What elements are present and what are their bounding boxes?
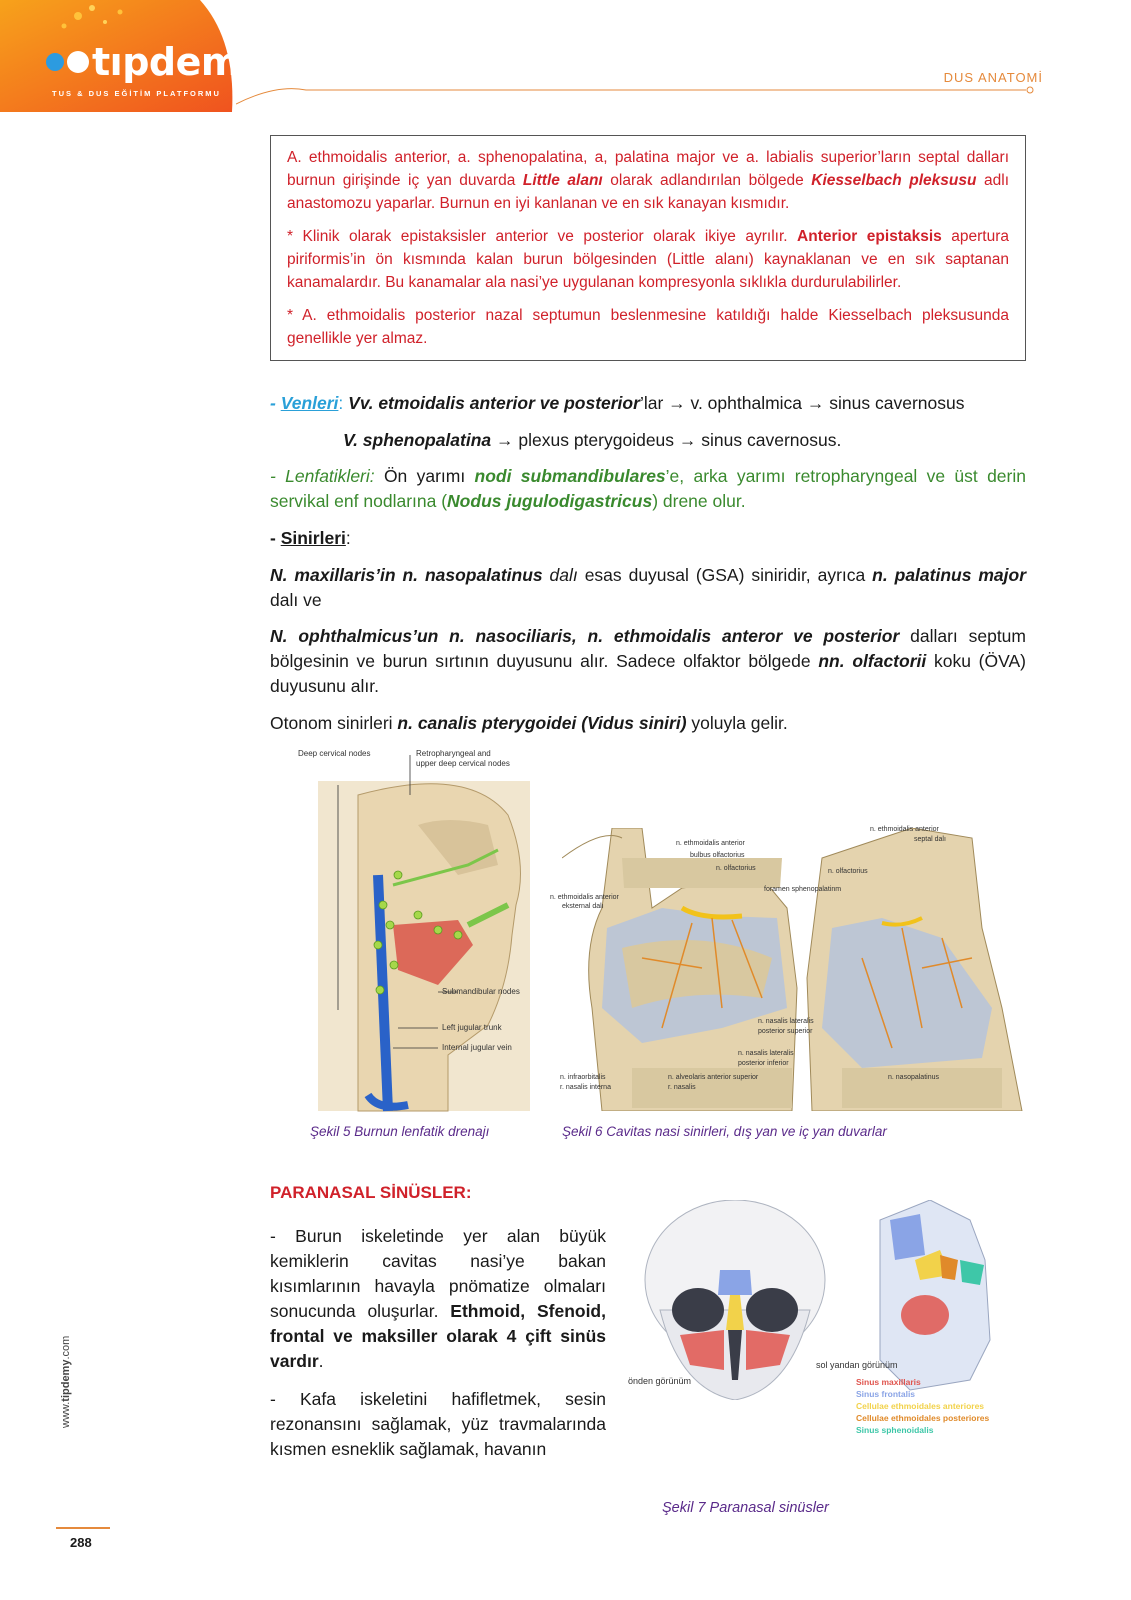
fig6-label: n. olfactorius xyxy=(716,865,756,872)
figure-7-caption: Şekil 7 Paranasal sinüsler xyxy=(662,1500,829,1516)
section-label: DUS ANATOMİ xyxy=(943,70,1043,85)
page-number-rule xyxy=(56,1527,110,1529)
brand-logo-text: tıpdemy xyxy=(92,40,265,84)
fig6-label: posterior superior xyxy=(758,1028,813,1035)
note-paragraph: * Klinik olarak epistaksisler anterior ve posterior olarak ikiye ayrılır. Anterior epistaksis apertura piriformis’in ön kısmında kalan burun bölgesinden (Little alanı) kaynaklanan ve en sık saptanan kanamalardır. Bu kanamalar ala nasi’ye uygulanan kompresyonla sıklıkla durdurulabilirler. xyxy=(287,228,1009,291)
fig6-label: n. nasalis lateralis xyxy=(758,1018,814,1025)
fig6-label: n. nasalis lateralis xyxy=(738,1050,794,1057)
figure-7-illustration xyxy=(640,1200,1032,1400)
figure-6-nasal-nerves xyxy=(550,826,1024,1111)
fig6-label: posterior inferior xyxy=(738,1060,789,1067)
paranasal-paragraph-1: - Burun iskeletinde yer alan büyük kemiklerin cavitas nasi’ye bakan kısımlarının havayla pnömatize olmaları sonucunda oluşurlar. Ethmoid, Sfenoid, frontal ve maksiller olarak 4 çift sinüs vardır. xyxy=(270,1226,606,1371)
fig5-label: Internal jugular vein xyxy=(442,1043,512,1052)
fig5-label: Deep cervical nodes xyxy=(298,749,371,758)
fig6-label: n. alveolaris anterior superior xyxy=(668,1074,759,1081)
lymphatics-paragraph: - Lenfatikleri: Ön yarımı nodi submandibulares’e, arka yarımı retropharyngeal ve üst derin servikal enf nodlarına (Nodus jugulodigastricus) drene olur. xyxy=(270,466,1026,511)
figure-6-caption: Şekil 6 Cavitas nasi sinirleri, dış yan ve iç yan duvarlar xyxy=(562,1124,887,1139)
fig6-label: n. ethmoidalis anterior xyxy=(676,840,745,847)
fig6-label: foramen sphenopalatinm xyxy=(764,886,842,893)
figure-5-lymph-drainage xyxy=(298,749,538,1115)
veins-label: Venleri xyxy=(280,393,339,413)
figure-5-caption: Şekil 5 Burnun lenfatik drenajı xyxy=(310,1124,490,1139)
header-rule xyxy=(236,76,1048,106)
fig5-label: Left jugular trunk xyxy=(442,1023,502,1032)
fig6-label: eksternal dalı xyxy=(562,903,604,910)
sphenopalatine-vein-line: V. sphenopalatina → plexus pterygoideus → sinus cavernosus. xyxy=(343,430,842,450)
note-paragraph: * A. ethmoidalis posterior nazal septumun beslenmesine katıldığı halde Kiesselbach pleksusunda genellikle yer almaz. xyxy=(287,307,1009,347)
fig7-front-label: önden görünüm xyxy=(628,1376,692,1386)
clinical-note-box xyxy=(270,135,1026,361)
nerves-heading: - Sinirleri: xyxy=(270,528,351,548)
legend-item: Sinus maxillaris xyxy=(856,1377,921,1387)
figure-6-illustration xyxy=(562,828,1024,1111)
note-paragraph: A. ethmoidalis anterior, a. sphenopalatina, a, palatina major ve a. labialis superior’ların septal dalları burnun girişinde iç yan duvarda Little alanı olarak adlandırılan bölgede Kiesselbach pleksusu adlı anastomozu yaparlar. Burnun en iyi kanlanan ve en sık kanayan kısmıdır. xyxy=(287,149,1010,212)
fig6-label: r. nasalis xyxy=(668,1084,696,1091)
fig5-label: Retropharyngeal and xyxy=(416,749,491,758)
fig6-label: r. nasalis interna xyxy=(560,1084,611,1091)
fig5-label: upper deep cervical nodes xyxy=(416,759,510,768)
fig6-label: bulbus olfactorius xyxy=(690,852,745,859)
fig6-label: n. nasopalatinus xyxy=(888,1074,939,1081)
nerves-paragraph-1: N. maxillaris’in n. nasopalatinus dalı esas duyusal (GSA) siniridir, ayrıca n. palatinus major dalı ve xyxy=(270,565,1027,610)
legend-item: Sinus sphenoidalis xyxy=(856,1425,934,1435)
fig6-label: n. ethmoidalis anterior xyxy=(870,826,939,833)
fig7-side-label: sol yandan görünüm xyxy=(816,1360,898,1370)
paranasal-paragraph-2: - Kafa iskeletini hafifletmek, sesin rezonansını sağlamak, yüz travmalarında kısmen esneklik sağlamak, havanın xyxy=(270,1389,606,1459)
veins-line: - Venleri: Vv. etmoidalis anterior ve posterior’lar → v. ophthalmica → sinus cavernosus xyxy=(270,393,965,413)
legend-item: Sinus frontalis xyxy=(856,1389,916,1399)
figure-5-illustration xyxy=(298,755,538,1115)
brand-subtitle: TUS & DUS EĞİTİM PLATFORMU xyxy=(52,89,221,98)
legend-item: Cellulae ethmoidales posteriores xyxy=(856,1413,990,1423)
nerves-paragraph-2: N. ophthalmicus’un n. nasociliaris, n. ethmoidalis anteror ve posterior dalları septum bölgesinin ve burun sırtının duyusunu alır. Sadece olfaktor bölgede nn. olfactorii koku (ÖVA) duyusunu alır. xyxy=(270,626,1026,696)
legend-item: Cellulae ethmoidales anteriores xyxy=(856,1401,985,1411)
nerves-paragraph-3: Otonom sinirleri n. canalis pterygoidei (Vidus siniri) yoluyla gelir. xyxy=(270,713,788,733)
fig6-label: n. ethmoidalis anterior xyxy=(550,894,619,901)
fig6-label: n. infraorbitalis xyxy=(560,1074,606,1081)
fig6-label: septal dalı xyxy=(914,836,946,843)
figure-7-paranasal-sinuses xyxy=(628,1200,1032,1475)
fig5-label: Submandibular nodes xyxy=(442,987,520,996)
page-number: 288 xyxy=(70,1535,92,1550)
paranasal-sinuses-heading: PARANASAL SİNÜSLER: xyxy=(270,1183,472,1202)
side-website-url: www.tipdemy.com xyxy=(60,1335,72,1428)
fig7-legend xyxy=(856,1376,989,1436)
fig6-label: n. olfactorius xyxy=(828,868,868,875)
